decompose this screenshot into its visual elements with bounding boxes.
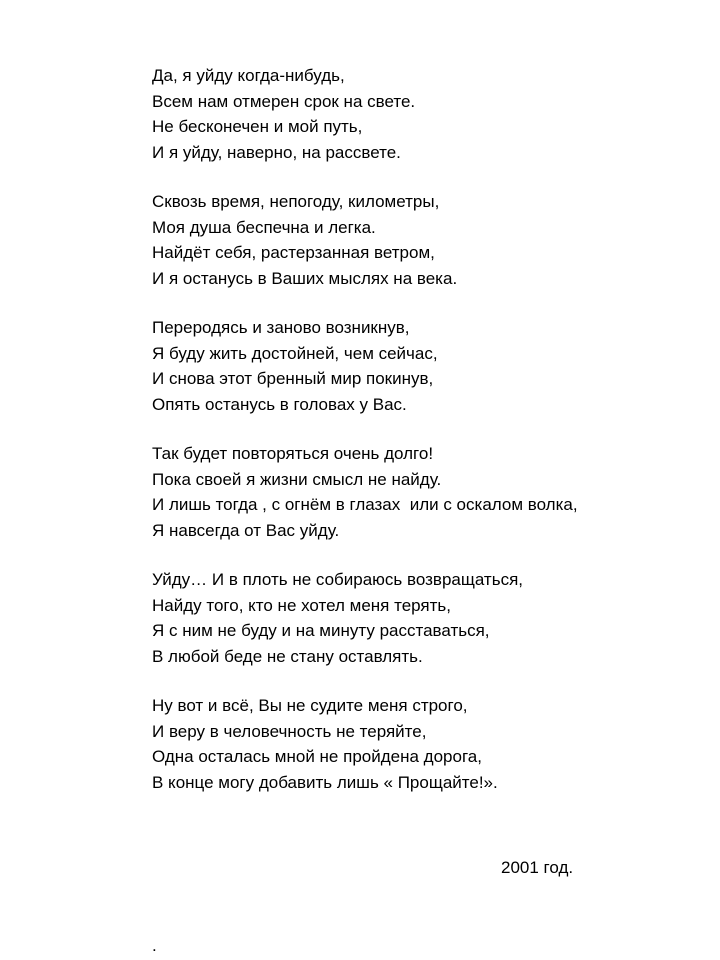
poem-line: И лишь тогда , с огнём в глазах или с оскалом волка, — [152, 495, 578, 514]
stanza — [152, 315, 692, 417]
poem-line: Я навсегда от Вас уйду. — [152, 520, 340, 540]
poem-line: Пока своей я жизни смысл не найду. — [152, 469, 442, 489]
stanza — [152, 693, 692, 795]
poem-line: Найдёт себя, растерзанная ветром, — [152, 243, 435, 262]
year-signature: 2001 год. — [501, 858, 574, 877]
poem-line: Я буду жить достойней, чем сейчас, — [152, 343, 438, 363]
stanza — [152, 441, 692, 543]
poem-line: Одна осталась мной не пройдена дорога, — [152, 747, 482, 766]
poem-line: Ну вот и всё, Вы не судите меня строго, — [152, 696, 468, 715]
poem-line: Моя душа беспечна и легка. — [152, 217, 376, 237]
stanza — [152, 63, 692, 165]
poem-line: И снова этот бренный мир покинув, — [152, 369, 434, 388]
poem-line: Так будет повторяться очень долго! — [152, 444, 434, 463]
poem-line: Да, я уйду когда-нибудь, — [152, 66, 345, 85]
poem-line: И я останусь в Ваших мыслях на века. — [152, 268, 458, 288]
poem-line: Опять останусь в головах у Вас. — [152, 394, 407, 414]
poem-line: И я уйду, наверно, на рассвете. — [152, 142, 401, 162]
poem-line: И веру в человечность не теряйте, — [152, 721, 427, 741]
poem-line: Я с ним не буду и на минуту расставаться, — [152, 621, 490, 640]
poem-line: Уйду… И в плоть не собираюсь возвращаться, — [152, 570, 523, 589]
footer-dot: . — [152, 936, 157, 955]
poem-line: Найду того, кто не хотел меня терять, — [152, 595, 451, 615]
stanza — [152, 189, 692, 291]
poem-line: В конце могу добавить лишь « Прощайте!». — [152, 772, 498, 792]
poem-line: Сквозь время, непогоду, километры, — [152, 192, 440, 211]
poem-line: Всем нам отмерен срок на свете. — [152, 91, 416, 111]
poem — [152, 63, 692, 819]
poem-line: В любой беде не стану оставлять. — [152, 646, 423, 666]
stanza — [152, 567, 692, 669]
poem-line: Переродясь и заново возникнув, — [152, 318, 410, 337]
poem-line: Не бесконечен и мой путь, — [152, 117, 363, 136]
